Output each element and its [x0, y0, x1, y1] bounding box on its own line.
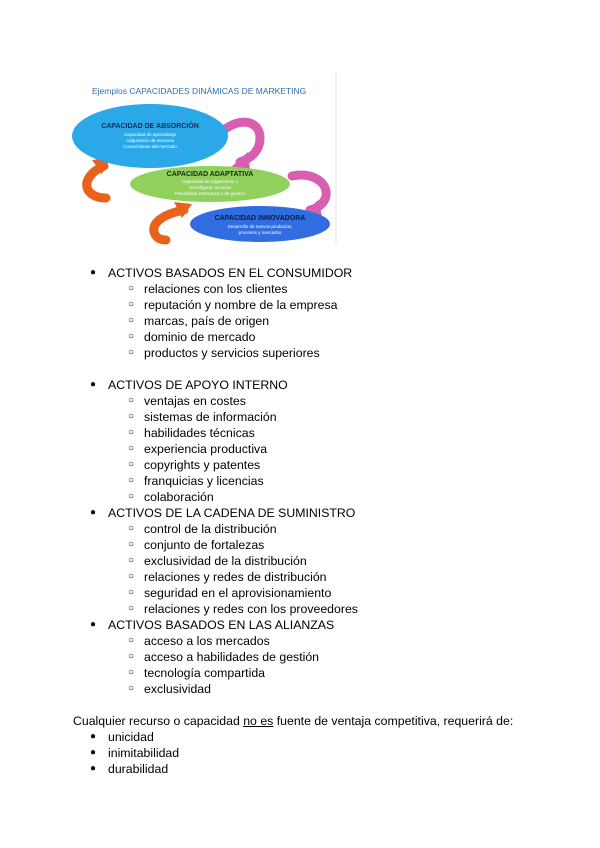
bullet-icon: ●: [90, 507, 97, 518]
bullet-icon: ●: [90, 731, 97, 742]
adaptativa-line-1: Capacidad de organizarse y: [181, 179, 239, 184]
circle-bullet-icon: ○: [128, 331, 135, 342]
bullet-icon: ●: [90, 619, 97, 630]
bullet-icon: ●: [90, 267, 97, 278]
pink-arrow-2: [292, 175, 326, 210]
circle-bullet-icon: ○: [128, 299, 135, 310]
circle-bullet-icon: ○: [128, 603, 135, 614]
capacidades-diagram-svg: [64, 72, 340, 246]
circle-bullet-icon: ○: [128, 635, 135, 646]
adaptativa-title: CAPACIDAD ADAPTATIVA: [166, 171, 254, 178]
adaptativa-line-2: reconfigurar recursos: [188, 185, 232, 190]
paragraph-text-after: fuente de ventaja competitiva, requerirá de:: [273, 714, 514, 728]
capacidades-diagram: [64, 72, 340, 246]
circle-bullet-icon: ○: [128, 411, 135, 422]
circle-bullet-icon: ○: [128, 475, 135, 486]
absorcion-line-2: Adquisición de recursos: [126, 138, 174, 143]
absorcion-line-1: Capacidad de aprendizaje: [123, 132, 177, 137]
circle-bullet-icon: ○: [128, 347, 135, 358]
circle-bullet-icon: ○: [128, 395, 135, 406]
innovadora-title: CAPACIDAD INNOVADORA: [214, 215, 306, 222]
bullet-icon: ●: [90, 747, 97, 758]
absorcion-line-3: Conocimiento del mercado: [123, 144, 177, 149]
circle-bullet-icon: ○: [128, 683, 135, 694]
absorcion-title: CAPACIDAD DE ABSORCIÓN: [101, 123, 199, 130]
circle-bullet-icon: ○: [128, 443, 135, 454]
innovadora-line-2: procesos y mercados: [238, 230, 282, 235]
circle-bullet-icon: ○: [128, 427, 135, 438]
orange-arrow-2: [154, 210, 184, 240]
requirements-paragraph: [73, 713, 513, 729]
innovadora-line-1: Desarrollo de nuevos productos,: [227, 224, 293, 229]
circle-bullet-icon: ○: [128, 571, 135, 582]
diagram-title: Ejemplos CAPACIDADES DINÁMICAS DE MARKETING: [92, 86, 307, 96]
circle-bullet-icon: ○: [128, 491, 135, 502]
circle-bullet-icon: ○: [128, 315, 135, 326]
circle-bullet-icon: ○: [128, 523, 135, 534]
circle-bullet-icon: ○: [128, 555, 135, 566]
paragraph-text-before: Cualquier recurso o capacidad: [73, 714, 244, 728]
circle-bullet-icon: ○: [128, 587, 135, 598]
circle-bullet-icon: ○: [128, 459, 135, 470]
bullet-icon: ●: [90, 763, 97, 774]
circle-bullet-icon: ○: [128, 283, 135, 294]
circle-bullet-icon: ○: [128, 667, 135, 678]
adaptativa-line-3: Flexibilidad estructural y de gestión: [174, 191, 246, 196]
circle-bullet-icon: ○: [128, 539, 135, 550]
paragraph-underlined-text: no es: [243, 714, 274, 728]
pink-arrow-1: [224, 122, 260, 162]
bullet-icon: ●: [90, 379, 97, 390]
circle-bullet-icon: ○: [128, 651, 135, 662]
